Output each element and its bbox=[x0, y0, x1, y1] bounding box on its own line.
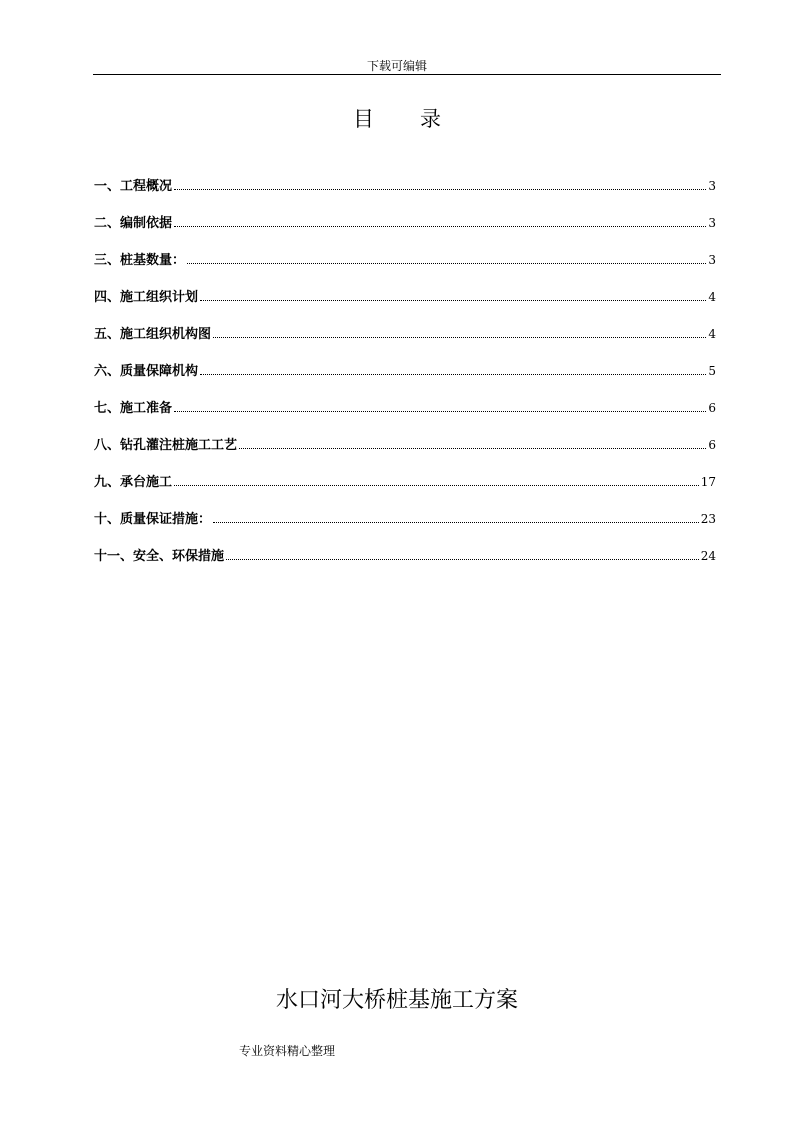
table-of-contents bbox=[94, 175, 716, 582]
toc-leader-dots bbox=[213, 336, 706, 338]
toc-entry[interactable] bbox=[94, 434, 716, 471]
toc-entry-page: 3 bbox=[708, 253, 716, 267]
toc-entry-label: 五、施工组织机构图 bbox=[94, 327, 212, 342]
toc-entry-page: 24 bbox=[700, 549, 716, 563]
toc-entry[interactable] bbox=[94, 360, 716, 397]
toc-leader-dots bbox=[213, 521, 699, 523]
document-title: 水口河大桥桩基施工方案 bbox=[275, 988, 518, 1013]
toc-entry-page: 6 bbox=[708, 401, 716, 415]
toc-entry-label: 十一、安全、环保措施 bbox=[94, 549, 225, 564]
toc-leader-dots bbox=[200, 373, 706, 375]
toc-entry-label: 一、工程概况 bbox=[94, 179, 173, 194]
toc-leader-dots bbox=[174, 484, 699, 486]
toc-entry-label: 九、承台施工 bbox=[94, 475, 173, 490]
toc-entry[interactable] bbox=[94, 249, 716, 286]
toc-entry-label: 七、施工准备 bbox=[94, 401, 173, 416]
toc-entry-page: 4 bbox=[708, 327, 716, 341]
toc-entry[interactable] bbox=[94, 508, 716, 545]
toc-entry[interactable] bbox=[94, 471, 716, 508]
toc-leader-dots bbox=[187, 262, 706, 264]
toc-leader-dots bbox=[174, 410, 706, 412]
toc-entry-page: 6 bbox=[708, 438, 716, 452]
toc-heading bbox=[0, 103, 794, 133]
toc-entry-label: 四、施工组织计划 bbox=[94, 290, 199, 305]
toc-entry-label: 三、桩基数量： bbox=[94, 253, 186, 268]
toc-entry-page: 3 bbox=[708, 179, 716, 193]
toc-entry-label: 六、质量保障机构 bbox=[94, 364, 199, 379]
toc-entry-page: 23 bbox=[700, 512, 716, 526]
toc-heading-left: 目 bbox=[353, 107, 374, 131]
toc-entry[interactable] bbox=[94, 545, 716, 582]
toc-entry-page: 5 bbox=[708, 364, 716, 378]
toc-leader-dots bbox=[174, 225, 706, 227]
toc-entry-label: 八、钻孔灌注桩施工工艺 bbox=[94, 438, 238, 453]
toc-entry-label: 十、质量保证措施： bbox=[94, 512, 212, 527]
header-divider bbox=[93, 74, 721, 75]
toc-entry-label: 二、编制依据 bbox=[94, 216, 173, 231]
toc-leader-dots bbox=[239, 447, 706, 449]
toc-leader-dots bbox=[174, 188, 706, 190]
toc-entry-page: 17 bbox=[700, 475, 716, 489]
toc-entry[interactable] bbox=[94, 397, 716, 434]
toc-entry[interactable] bbox=[94, 175, 716, 212]
toc-entry[interactable] bbox=[94, 286, 716, 323]
page-footer-text: 专业资料精心整理 bbox=[239, 1044, 336, 1058]
toc-entry-page: 3 bbox=[708, 216, 716, 230]
page-header-text: 下载可编辑 bbox=[366, 59, 427, 73]
toc-leader-dots bbox=[226, 558, 699, 560]
toc-leader-dots bbox=[200, 299, 706, 301]
toc-entry[interactable] bbox=[94, 323, 716, 360]
toc-entry[interactable] bbox=[94, 212, 716, 249]
toc-entry-page: 4 bbox=[708, 290, 716, 304]
toc-heading-right: 录 bbox=[420, 107, 441, 131]
